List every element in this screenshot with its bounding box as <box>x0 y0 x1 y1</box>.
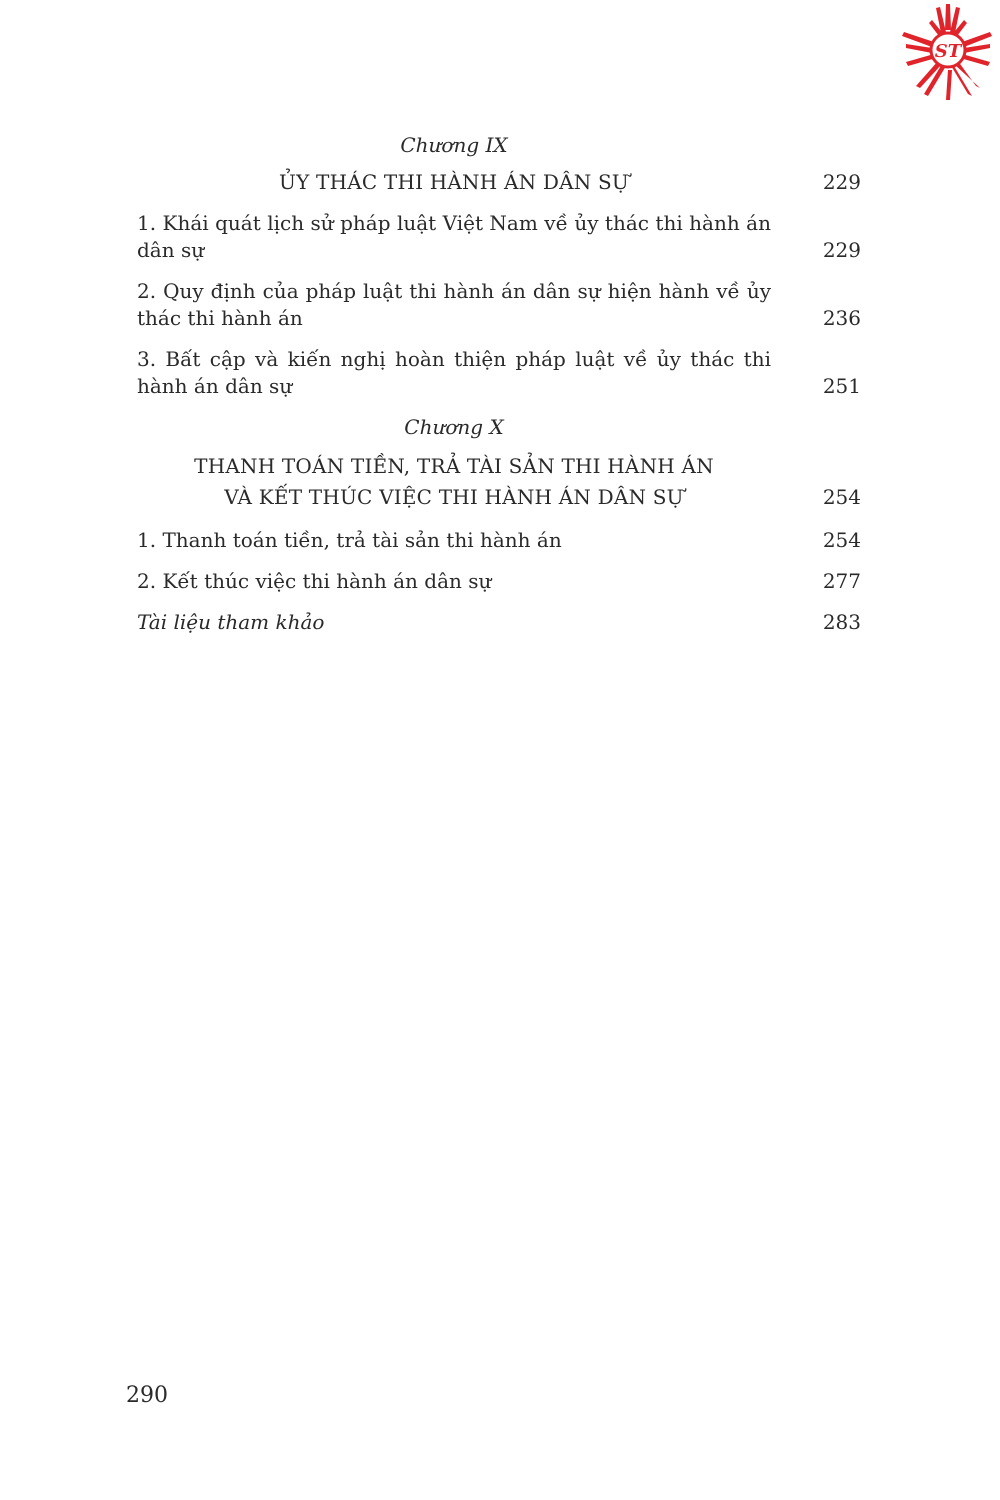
page-number: 229 <box>822 238 861 262</box>
page-folio: 290 <box>126 1383 168 1408</box>
entry-text: 2. Quy định của pháp luật thi hành án dân sự hiện hành về ủy thác thi hành án <box>137 279 771 330</box>
svg-text:ST: ST <box>934 41 962 62</box>
references-text: Tài liệu tham khảo <box>137 610 325 634</box>
chapter-title-line: THANH TOÁN TIỀN, TRẢ TÀI SẢN THI HÀNH ÁN <box>194 454 714 478</box>
chapter-label: Chương IX <box>400 133 508 157</box>
publisher-logo <box>896 0 1000 104</box>
chapter-title-line: VÀ KẾT THÚC VIỆC THI HÀNH ÁN DÂN SỰ <box>224 485 684 509</box>
toc-entry-references <box>137 609 861 636</box>
entry-text: 1. Khái quát lịch sử pháp luật Việt Nam về ủy thác thi hành án dân sự <box>137 211 771 262</box>
publisher-star-logo-icon <box>896 0 1000 104</box>
entry-text: 2. Kết thúc việc thi hành án dân sự <box>137 569 492 593</box>
chapter-title-row <box>137 451 861 513</box>
entry-text: 1. Thanh toán tiền, trả tài sản thi hành án <box>137 528 562 552</box>
page-number: 283 <box>822 610 861 634</box>
table-of-contents <box>137 132 861 636</box>
entry-text: 3. Bất cập và kiến nghị hoàn thiện pháp luật về ủy thác thi hành án dân sự <box>137 347 771 398</box>
page-number: 254 <box>822 528 861 552</box>
toc-entry <box>137 278 861 332</box>
page-number: 277 <box>822 569 861 593</box>
chapter-title: ỦY THÁC THI HÀNH ÁN DÂN SỰ <box>279 170 629 194</box>
page-number: 229 <box>822 170 861 194</box>
page-number: 254 <box>822 485 861 509</box>
toc-entry <box>137 568 861 595</box>
page-number: 236 <box>822 306 861 330</box>
toc-entry <box>137 210 861 264</box>
toc-entry <box>137 527 861 554</box>
chapter-label: Chương X <box>404 415 504 439</box>
page-number: 251 <box>822 374 861 398</box>
chapter-title-row <box>137 169 861 196</box>
toc-entry <box>137 346 861 400</box>
